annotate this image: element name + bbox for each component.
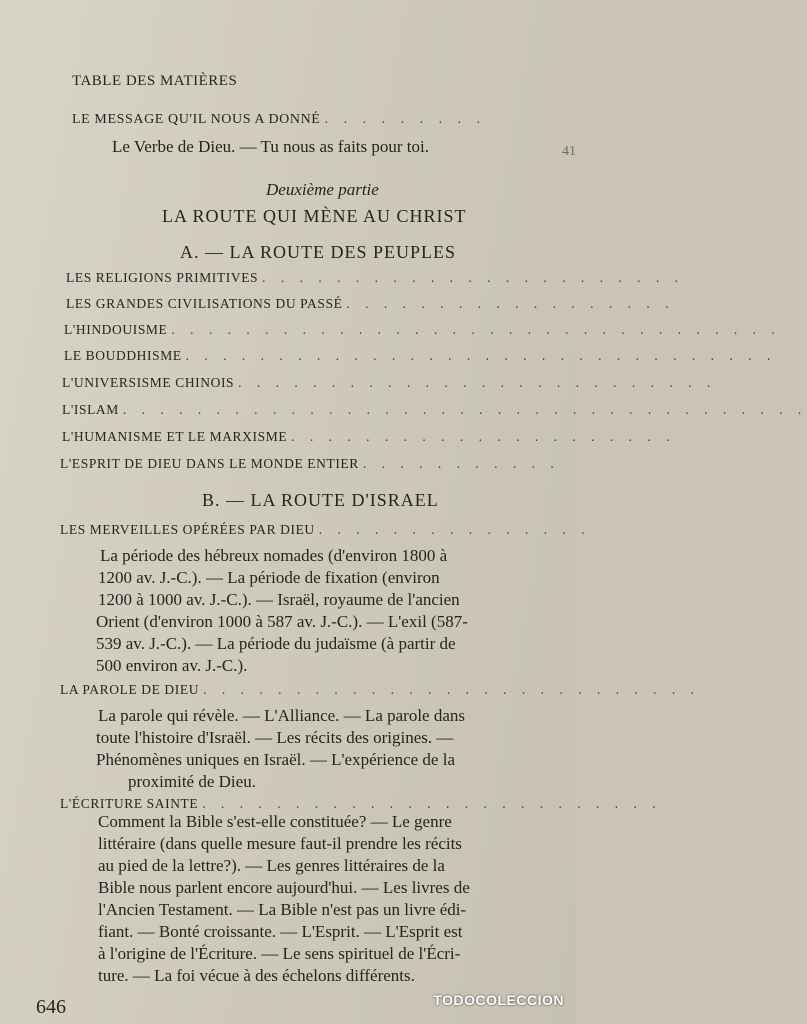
entry-text-line: Phénomènes uniques en Israël. — L'expérience de la [96, 750, 455, 769]
toc-entry [60, 682, 700, 698]
toc-entry-label: L'ESPRIT DE DIEU DANS LE MONDE ENTIER [60, 456, 359, 471]
toc-entry-label: LES MERVEILLES OPÉRÉES PAR DIEU [60, 522, 315, 537]
watermark: TODOCOLECCION [433, 992, 564, 1008]
toc-entry [66, 296, 675, 312]
toc-entry [60, 796, 662, 812]
entry-text-line: l'Ancien Testament. — La Bible n'est pas un livre édi- [98, 900, 467, 919]
entry-text-line: toute l'histoire d'Israël. — Les récits des origines. — [96, 728, 454, 747]
toc-entry-label: L'UNIVERSISME CHINOIS [62, 375, 235, 390]
entry-text-line: proximité de Dieu. [128, 772, 256, 791]
toc-entry [62, 375, 716, 391]
toc-entry-label: LE MESSAGE QU'IL NOUS A DONNÉ [72, 112, 321, 127]
toc-entry-label: LE BOUDDHISME [64, 348, 182, 363]
leader-dots: . . . . . . . . . [324, 112, 487, 127]
toc-entry [60, 456, 560, 472]
entry-text-line: La période des hébreux nomades (d'environ 1800 à [100, 546, 448, 565]
page-number: 41 [562, 144, 576, 159]
leader-dots: . . . . . . . . . . . . . . . . . . . . . . . . . . . . . . . . [185, 348, 777, 363]
entry-text-line: à l'origine de l'Écriture. — Le sens spirituel de l'Écri- [98, 944, 461, 963]
toc-entry [64, 322, 781, 338]
leader-dots: . . . . . . . . . . . . . . . . . . . . . . . . . . . . . . . . . . . . . [122, 402, 807, 417]
running-header: TABLE DES MATIÈRES [72, 73, 238, 89]
toc-entry-label: L'HINDOUISME [64, 322, 168, 337]
toc-entry-label: L'ÉCRITURE SAINTE [60, 796, 199, 811]
entry-text-line: ture. — La foi vécue à des échelons différents. [98, 966, 415, 985]
section-b-title: B. — LA ROUTE D'ISRAEL [202, 490, 439, 510]
entry-text-line: 1200 à 1000 av. J.-C.). — Israël, royaume de l'ancien [98, 590, 460, 609]
part-title: LA ROUTE QUI MÈNE AU CHRIST [162, 206, 467, 226]
toc-entry-description: Le Verbe de Dieu. — Tu nous as faits pour toi. [112, 137, 429, 156]
toc-entry-label: LES GRANDES CIVILISATIONS DU PASSÉ [66, 296, 343, 311]
entry-text-line: Bible nous parlent encore aujourd'hui. — Les livres de [98, 878, 470, 897]
leader-dots: . . . . . . . . . . . [362, 456, 560, 471]
leader-dots: . . . . . . . . . . . . . . . . . . . . . . . . . . [238, 375, 717, 390]
leader-dots: . . . . . . . . . . . . . . . . . . . . . . . . . . . [203, 682, 700, 697]
part-subtitle: Deuxième partie [266, 180, 379, 199]
leader-dots: . . . . . . . . . . . . . . . . . . . . . . . [262, 270, 685, 285]
entry-text-line: fiant. — Bonté croissante. — L'Esprit. — L'Esprit est [98, 922, 463, 941]
entry-text-line: littéraire (dans quelle mesure faut-il prendre les récits [98, 834, 462, 853]
page-folio: 646 [36, 996, 66, 1018]
toc-entry [66, 270, 684, 286]
section-a-title: A. — LA ROUTE DES PEUPLES [180, 242, 457, 262]
toc-entry [62, 429, 676, 445]
toc-entry [62, 402, 807, 418]
toc-entry-label: L'HUMANISME ET LE MARXISME [62, 429, 288, 444]
leader-dots: . . . . . . . . . . . . . . . [318, 522, 591, 537]
toc-entry-message [72, 112, 486, 128]
entry-text-line: 500 environ av. J.-C.). [96, 656, 248, 675]
entry-text-line: 539 av. J.-C.). — La période du judaïsme (à partir de [96, 634, 456, 653]
entry-text-line: La parole qui révèle. — L'Alliance. — La parole dans [98, 706, 465, 725]
entry-text-line: au pied de la lettre?). — Les genres littéraires de la [98, 856, 445, 875]
toc-entry-label: L'ISLAM [62, 402, 119, 417]
entry-text-line: Orient (d'environ 1000 à 587 av. J.-C.). — L'exil (587- [96, 612, 468, 631]
toc-entry-label: LES RELIGIONS PRIMITIVES [66, 270, 259, 285]
toc-entry-label: LA PAROLE DE DIEU [60, 682, 200, 697]
toc-entry [64, 348, 776, 364]
leader-dots: . . . . . . . . . . . . . . . . . . . . . . . . . . . . . . . . . [171, 322, 781, 337]
leader-dots: . . . . . . . . . . . . . . . . . . . . . . . . . [202, 796, 662, 811]
entry-text-line: 1200 av. J.-C.). — La période de fixation (environ [98, 568, 440, 587]
toc-entry [60, 522, 591, 538]
leader-dots: . . . . . . . . . . . . . . . . . . [346, 296, 675, 311]
leader-dots: . . . . . . . . . . . . . . . . . . . . . [291, 429, 676, 444]
entry-text-line: Comment la Bible s'est-elle constituée? — Le genre [98, 812, 452, 831]
